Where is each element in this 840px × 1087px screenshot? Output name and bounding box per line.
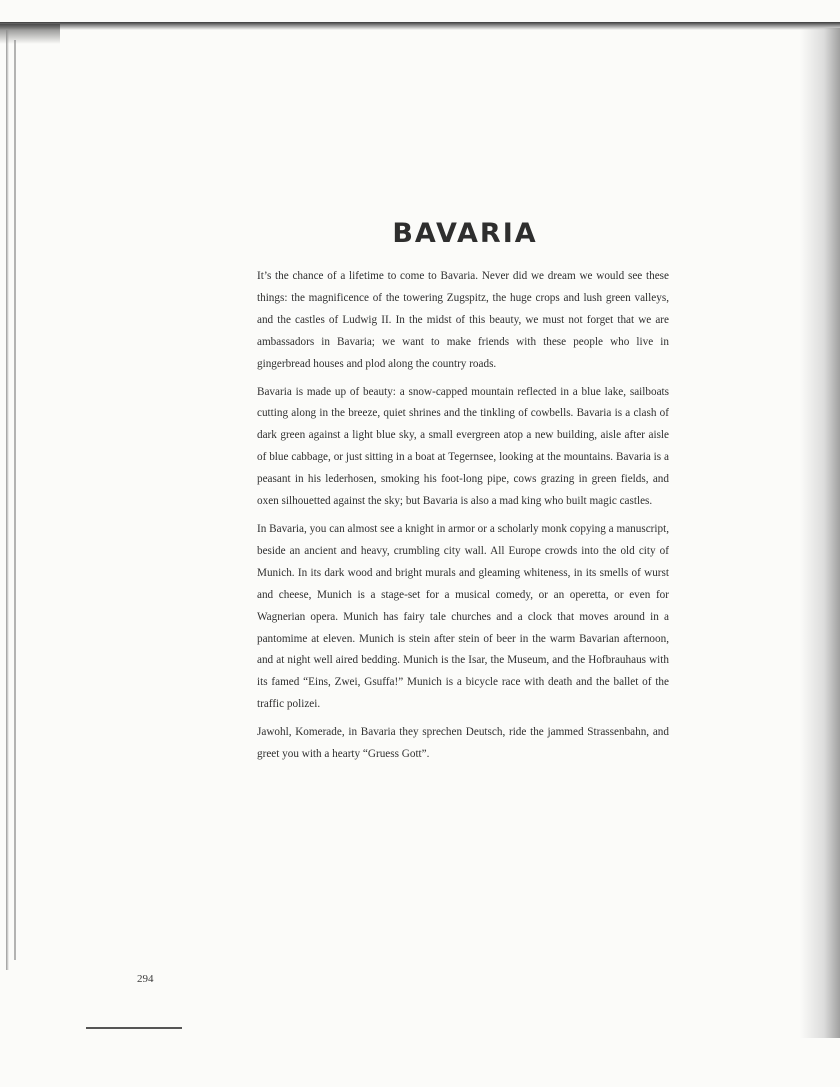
scan-edge-corner xyxy=(0,24,60,44)
scan-edge-left-line xyxy=(14,40,16,960)
scan-edge-top xyxy=(0,22,840,30)
article-body xyxy=(257,266,669,772)
paragraph: It’s the chance of a lifetime to come to Bavaria. Never did we dream we would see these things: the magnificence of the towering Zugspitz, the huge crops and lush green valleys, and the castles of Ludwig II. In the midst of this beauty, we must not forget that we are ambassadors in Bavaria; we want to make friends with these people who live in gingerbread houses and plod along the country roads. xyxy=(257,270,669,370)
page-number: 294 xyxy=(137,973,154,985)
page-title: BAVARIA xyxy=(392,218,538,250)
scan-edge-left xyxy=(6,30,9,970)
scan-edge-right xyxy=(800,28,840,1038)
scan-edge-bottom-mark xyxy=(86,1027,182,1029)
paragraph: In Bavaria, you can almost see a knight in armor or a scholarly monk copying a manuscript, beside an ancient and heavy, crumbling city wall. All Europe crowds into the old city of Munich. In its dark wood and bright murals and gleaming whiteness, in its smells of wurst and cheese, Munich is a stage-set for a musical comedy, or an operetta, or even for Wagnerian opera. Munich has fairy tale churches and a clock that moves around in a pantomime at eleven. Munich is stein after stein of beer in the warm Bavarian afternoon, and at night well aired bedding. Munich is the Isar, the Museum, and the Hofbrauhaus with its famed “Eins, Zwei, Gsuffa!” Munich is a bicycle race with death and the ballet of the traffic polizei. xyxy=(257,522,669,711)
paragraph: Bavaria is made up of beauty: a snow-capped mountain reflected in a blue lake, sailboats cutting along in the breeze, quiet shrines and the tinkling of cowbells. Bavaria is a clash of dark green against a light blue sky, a small evergreen atop a new building, aisle after aisle of blue cabbage, or just sitting in a boat at Tegernsee, looking at the mountains. Bavaria is a peasant in his lederhosen, smoking his foot-long pipe, cows grazing in green fields, and oxen silhouetted against the sky; but Bavaria is also a mad king who built magic castles. xyxy=(257,385,669,508)
paragraph: Jawohl, Komerade, in Bavaria they sprechen Deutsch, ride the jammed Strassenbahn, and greet you with a hearty “Gruess Gott”. xyxy=(257,726,669,761)
